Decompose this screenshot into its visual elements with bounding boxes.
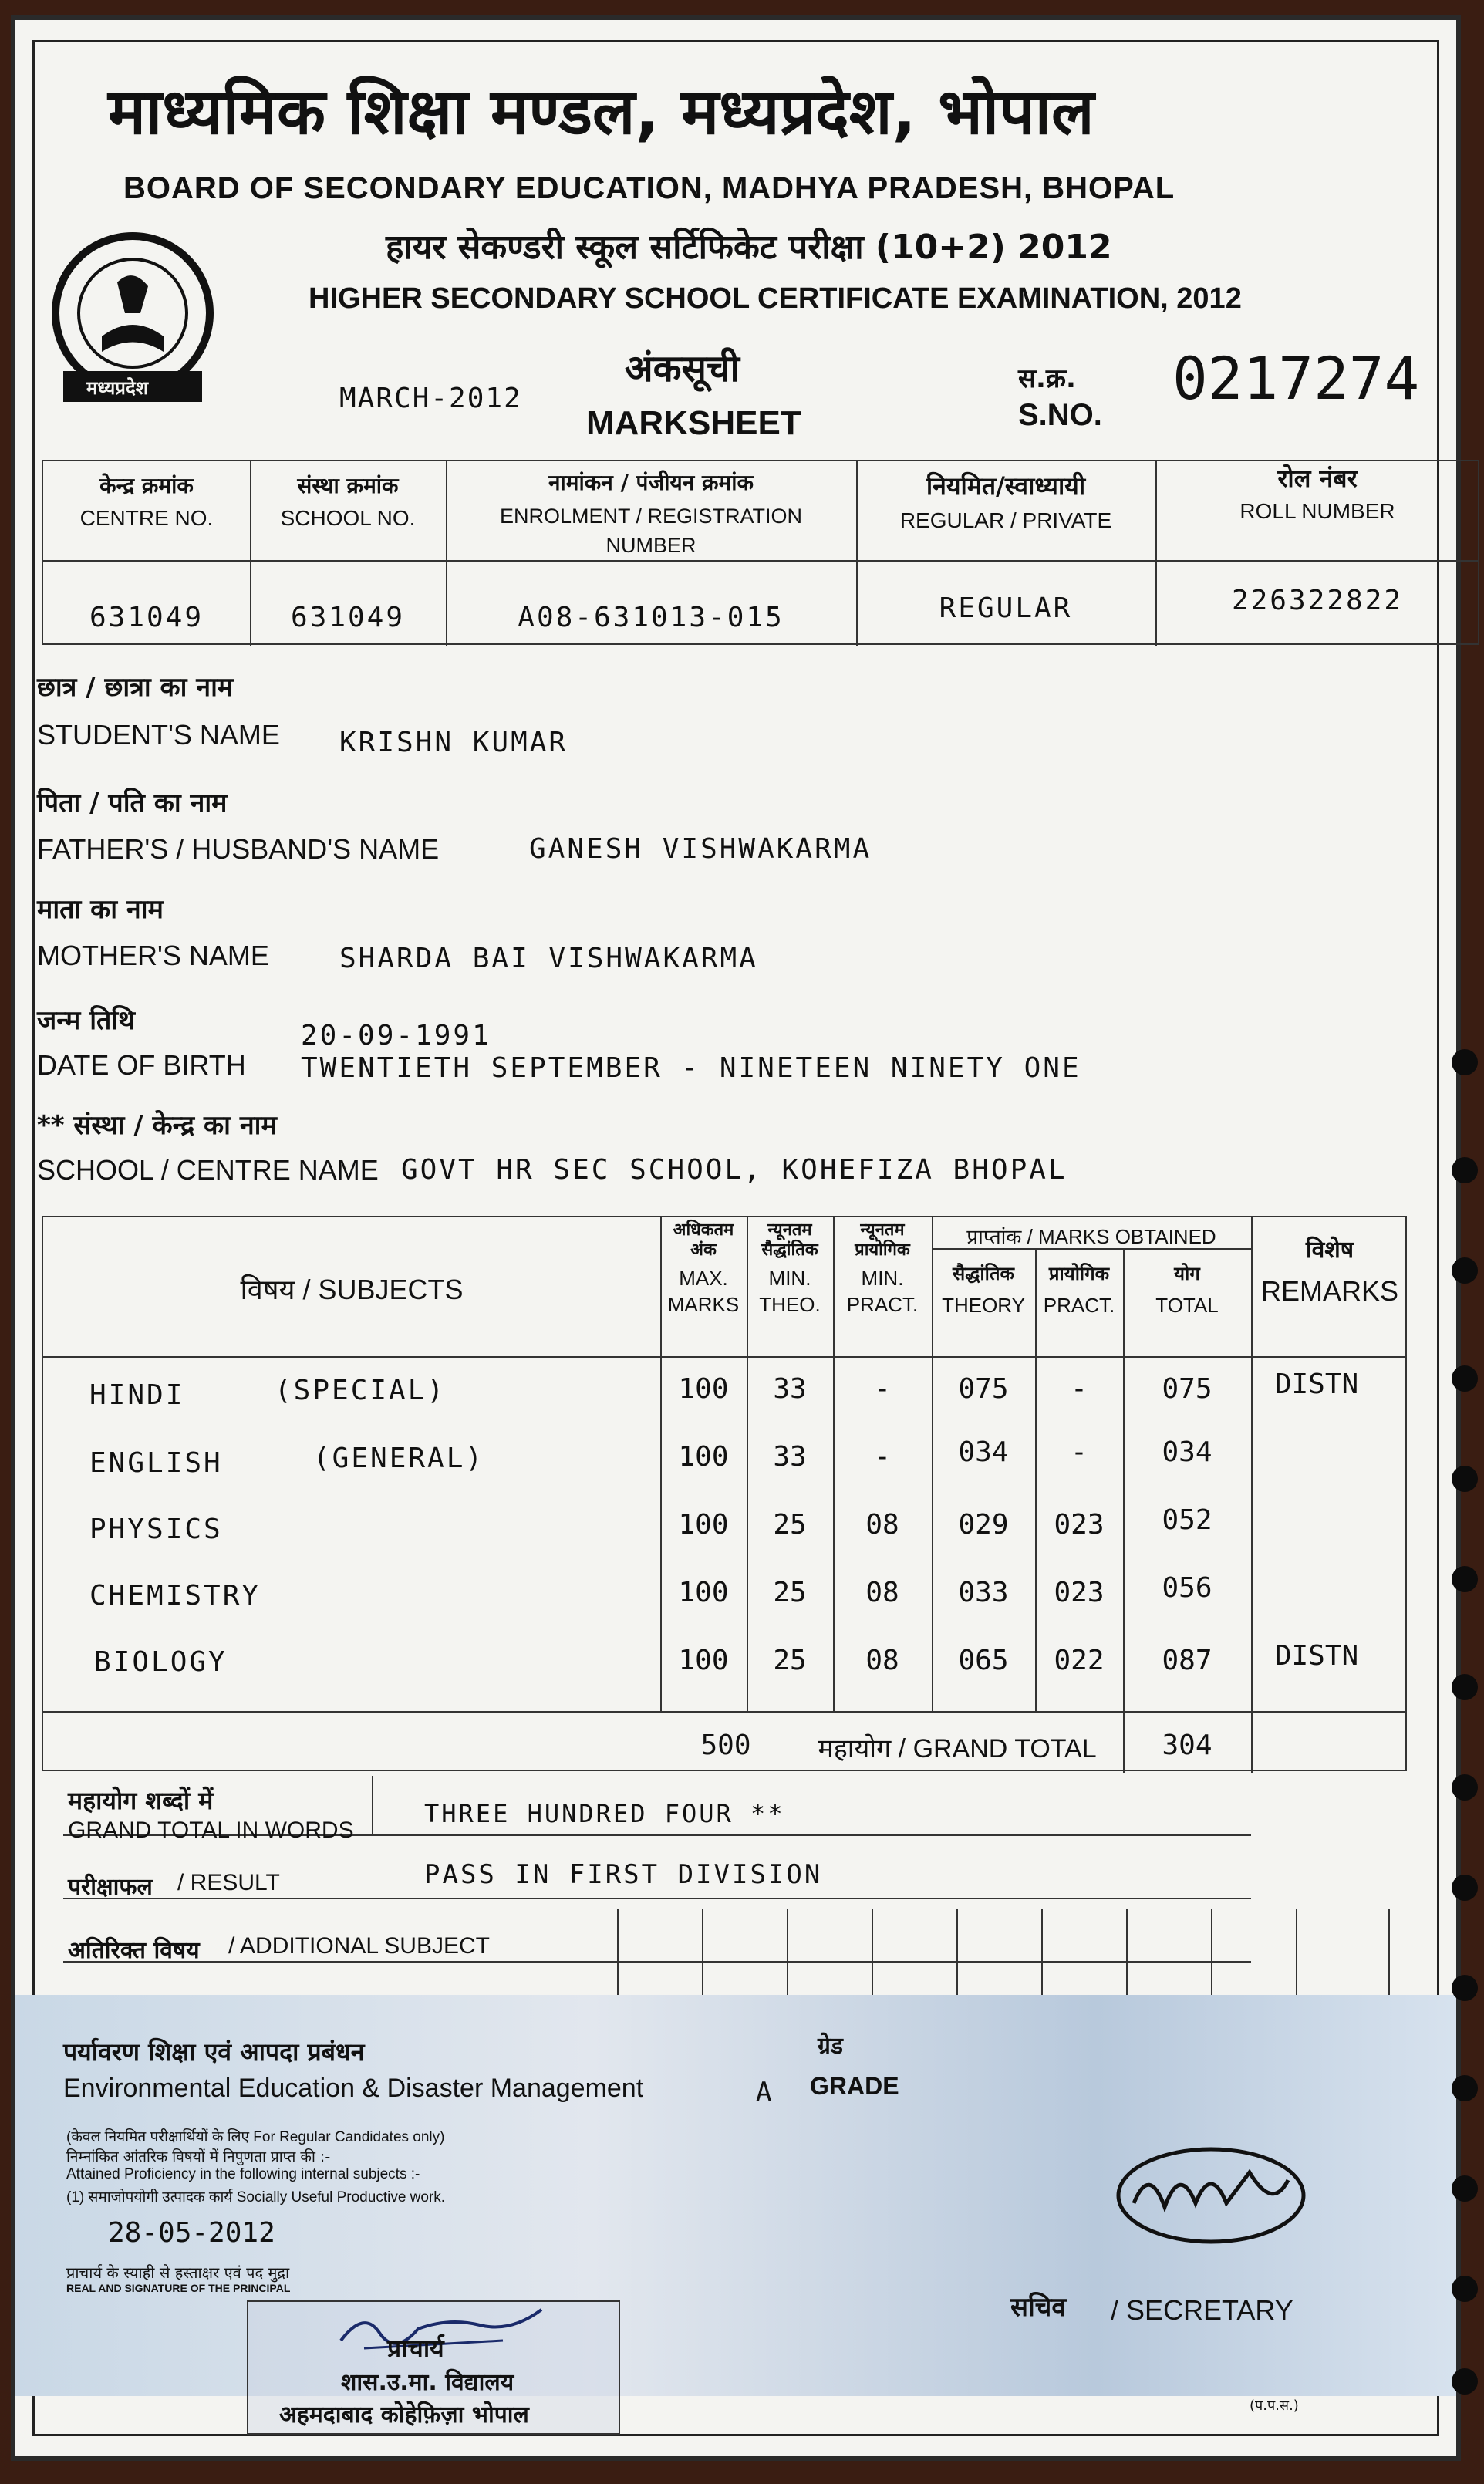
- school-name-label: SCHOOL / CENTRE NAME: [37, 1154, 379, 1186]
- total-marks: 052: [1162, 1504, 1212, 1536]
- note-supw: (1) समाजोपयोगी उत्पादक कार्य Socially Useful Productive work.: [66, 2189, 446, 2206]
- seal-caption: मध्यप्रदेश: [86, 377, 149, 399]
- practical-marks: -: [1071, 1373, 1088, 1405]
- table-row: [43, 1364, 1408, 1432]
- issue-date: 28-05-2012: [108, 2217, 275, 2249]
- min-theory: 33: [773, 1373, 807, 1405]
- grade-label: GRADE: [810, 2072, 899, 2100]
- marks-obtained-header: प्राप्तांक / MARKS OBTAINED: [966, 1225, 1216, 1248]
- min-practical: 08: [865, 1509, 899, 1541]
- env-grade-value: A: [756, 2077, 772, 2108]
- min-theory: 25: [773, 1577, 807, 1608]
- min-theory-header: न्यूनतम सैद्धांतिक MIN. THEO.: [759, 1220, 821, 1316]
- min-theory: 25: [773, 1645, 807, 1676]
- stamp-line1: शास.उ.मा. विद्यालय: [341, 2369, 514, 2396]
- mother-name-label-hindi: माता का नाम: [37, 894, 164, 925]
- max-marks: 100: [678, 1441, 729, 1473]
- enrolment-header: नामांकन / पंजीयन क्रमांक ENROLMENT / REGISTRATION NUMBER: [499, 470, 803, 557]
- dob-label: DATE OF BIRTH: [37, 1049, 246, 1081]
- max-marks-header: अधिकतम अंक MAX. MARKS: [667, 1220, 740, 1316]
- student-name-label: STUDENT'S NAME: [37, 719, 280, 751]
- subject-name: PHYSICS: [89, 1514, 223, 1545]
- additional-label: / ADDITIONAL SUBJECT: [228, 1933, 490, 1959]
- grade-label-hindi: ग्रेड: [818, 2033, 843, 2060]
- theory-marks: 034: [958, 1436, 1009, 1468]
- max-marks: 100: [678, 1577, 729, 1608]
- subject-type: (SPECIAL): [275, 1375, 447, 1406]
- min-theory: 25: [773, 1509, 807, 1541]
- subject-name: CHEMISTRY: [89, 1580, 261, 1612]
- min-practical: 08: [865, 1645, 899, 1676]
- grand-max: 500: [700, 1730, 751, 1761]
- subject-name: HINDI: [89, 1379, 185, 1411]
- student-name-value: KRISHN KUMAR: [339, 727, 568, 758]
- max-marks: 100: [678, 1645, 729, 1676]
- min-practical: 08: [865, 1577, 899, 1608]
- binding-hole: [1452, 2075, 1478, 2101]
- id-table: [42, 460, 1479, 645]
- max-marks: 100: [678, 1373, 729, 1405]
- doc-title-english: MARKSHEET: [586, 404, 801, 442]
- father-name-label-hindi: पिता / पति का नाम: [37, 788, 228, 818]
- binding-hole: [1452, 1257, 1478, 1284]
- binding-hole: [1452, 2175, 1478, 2202]
- centre-no-header: केन्द्र क्रमांक CENTRE NO.: [79, 473, 214, 530]
- result-label: / RESULT: [177, 1870, 280, 1895]
- max-marks: 100: [678, 1509, 729, 1541]
- principal-stamp: [247, 2300, 620, 2435]
- subjects-header: विषय / SUBJECTS: [240, 1274, 464, 1305]
- grand-total-label: महायोग / GRAND TOTAL: [818, 1734, 1097, 1763]
- doc-title-hindi: अंकसूची: [625, 347, 740, 390]
- grand-words-value: THREE HUNDRED FOUR **: [424, 1799, 785, 1828]
- binding-hole: [1452, 2368, 1478, 2395]
- principal-caption-hindi: प्राचार्य के स्याही से हस्ताक्षर एवं पद मुद्रा: [66, 2263, 290, 2282]
- roll-number-header: रोल नंबर ROLL NUMBER: [1239, 464, 1395, 523]
- marks-table: [42, 1216, 1407, 1771]
- min-practical: -: [874, 1441, 891, 1473]
- binding-hole: [1452, 1049, 1478, 1075]
- enrolment-value: A08-631013-015: [518, 602, 784, 633]
- father-name-label: FATHER'S / HUSBAND'S NAME: [37, 833, 440, 865]
- binding-hole: [1452, 1566, 1478, 1592]
- env-label-hindi: पर्यावरण शिक्षा एवं आपदा प्रबंधन: [63, 2037, 365, 2067]
- school-no-value: 631049: [290, 602, 406, 633]
- secretary-label: / SECRETARY: [1111, 2294, 1293, 2326]
- total-header: योग TOTAL: [1155, 1263, 1219, 1317]
- theory-header: सैद्धांतिक THEORY: [942, 1263, 1025, 1317]
- secretary-signature: [1095, 2134, 1327, 2265]
- session-label: MARCH-2012: [339, 383, 522, 414]
- exam-title-english: HIGHER SECONDARY SCHOOL CERTIFICATE EXAMINATION, 2012: [309, 282, 1242, 315]
- stamp-title: प्राचार्य: [387, 2334, 444, 2363]
- mother-name-label: MOTHER'S NAME: [37, 940, 269, 971]
- binding-hole: [1452, 1975, 1478, 2001]
- note-regular-only: (केवल नियमित परीक्षार्थियों के लिए For Regular Candidates only): [66, 2129, 445, 2145]
- total-marks: 075: [1162, 1373, 1212, 1405]
- table-row: [43, 1500, 1408, 1568]
- board-title-english: BOARD OF SECONDARY EDUCATION, MADHYA PRADESH, BHOPAL: [123, 171, 1175, 205]
- theory-marks: 065: [958, 1645, 1009, 1676]
- grand-words-label-hindi: महायोग शब्दों में: [68, 1786, 214, 1815]
- subject-name: ENGLISH: [89, 1447, 223, 1479]
- min-practical: -: [874, 1373, 891, 1405]
- additional-label-hindi: अतिरिक्त विषय: [68, 1937, 200, 1964]
- student-name-label-hindi: छात्र / छात्रा का नाम: [37, 672, 234, 703]
- result-value: PASS IN FIRST DIVISION: [424, 1859, 823, 1890]
- remarks: DISTN: [1274, 1640, 1359, 1672]
- principal-caption: REAL AND SIGNATURE OF THE PRINCIPAL: [66, 2282, 291, 2294]
- min-practical-header: न्यूनतम प्रायोगिक MIN. PRACT.: [846, 1220, 919, 1316]
- father-name-value: GANESH VISHWAKARMA: [529, 833, 872, 865]
- theory-marks: 033: [958, 1577, 1009, 1608]
- result-label-hindi: परीक्षाफल: [68, 1874, 153, 1901]
- practical-marks: -: [1071, 1436, 1088, 1468]
- binding-hole: [1452, 1365, 1478, 1392]
- binding-hole: [1452, 1674, 1478, 1700]
- sno-label-hindi: स.क्र.: [1018, 363, 1076, 394]
- binding-hole: [1452, 2276, 1478, 2302]
- roll-number-value: 226322822: [1231, 585, 1404, 616]
- total-marks: 056: [1162, 1572, 1212, 1604]
- binding-holes: [1438, 0, 1484, 2484]
- regular-private-value: REGULAR: [939, 592, 1073, 624]
- grand-words-label: GRAND TOTAL IN WORDS: [68, 1817, 354, 1843]
- dob-label-hindi: जन्म तिथि: [37, 1005, 135, 1036]
- secretary-label-hindi: सचिव: [1010, 2292, 1067, 2323]
- practical-header: प्रायोगिक PRACT.: [1043, 1263, 1115, 1317]
- school-name-value: GOVT HR SEC SCHOOL, KOHEFIZA BHOPAL: [401, 1154, 1067, 1186]
- binding-hole: [1452, 1157, 1478, 1183]
- marksheet-document: [11, 15, 1461, 2461]
- regular-private-header: नियमित/स्वाध्यायी REGULAR / PRIVATE: [899, 471, 1112, 532]
- mother-name-value: SHARDA BAI VISHWAKARMA: [339, 943, 758, 974]
- subject-type: (GENERAL): [313, 1443, 485, 1474]
- total-marks: 034: [1162, 1436, 1212, 1468]
- school-name-label-hindi: ** संस्था / केन्द्र का नाम: [37, 1110, 277, 1141]
- env-label: Environmental Education & Disaster Management: [63, 2074, 644, 2103]
- theory-marks: 075: [958, 1373, 1009, 1405]
- theory-marks: 029: [958, 1509, 1009, 1541]
- total-marks: 087: [1162, 1645, 1212, 1676]
- binding-hole: [1452, 1774, 1478, 1801]
- subject-name: BIOLOGY: [94, 1646, 228, 1678]
- remarks: DISTN: [1274, 1369, 1359, 1400]
- binding-hole: [1452, 1875, 1478, 1901]
- school-no-header: संस्था क्रमांक SCHOOL NO.: [280, 473, 416, 530]
- note-proficiency-hindi: निम्नांकित आंतरिक विषयों में निपुणता प्राप्त की :-: [66, 2148, 331, 2165]
- table-row: [43, 1432, 1408, 1500]
- board-title-hindi: माध्यमिक शिक्षा मण्डल, मध्यप्रदेश, भोपाल: [108, 76, 1094, 149]
- grand-total-value: 304: [1162, 1730, 1212, 1761]
- board-seal: [40, 228, 225, 413]
- practical-marks: 023: [1054, 1577, 1105, 1608]
- sno-value: 0217274: [1172, 344, 1420, 413]
- dob-value: 20-09-1991: [301, 1020, 491, 1051]
- remarks-header: विशेष REMARKS: [1260, 1237, 1399, 1307]
- practical-marks: 023: [1054, 1509, 1105, 1541]
- min-theory: 33: [773, 1441, 807, 1473]
- dob-words-value: TWENTIETH SEPTEMBER - NINETEEN NINETY ONE: [301, 1052, 1081, 1084]
- exam-title-hindi: हायर सेकण्डरी स्कूल सर्टिफिकेट परीक्षा (10+2) 2012: [386, 228, 1112, 267]
- form-code: (प.प.स.): [1250, 2398, 1299, 2414]
- stamp-line2: अहमदाबाद कोहेफ़िज़ा भोपाल: [279, 2401, 529, 2428]
- binding-hole: [1452, 1466, 1478, 1492]
- practical-marks: 022: [1054, 1645, 1105, 1676]
- sno-label: S.NO.: [1018, 398, 1102, 432]
- table-row: [43, 1635, 1408, 1703]
- note-proficiency: Attained Proficiency in the following internal subjects :-: [66, 2166, 420, 2182]
- centre-no-value: 631049: [89, 602, 204, 633]
- table-row: [43, 1568, 1408, 1635]
